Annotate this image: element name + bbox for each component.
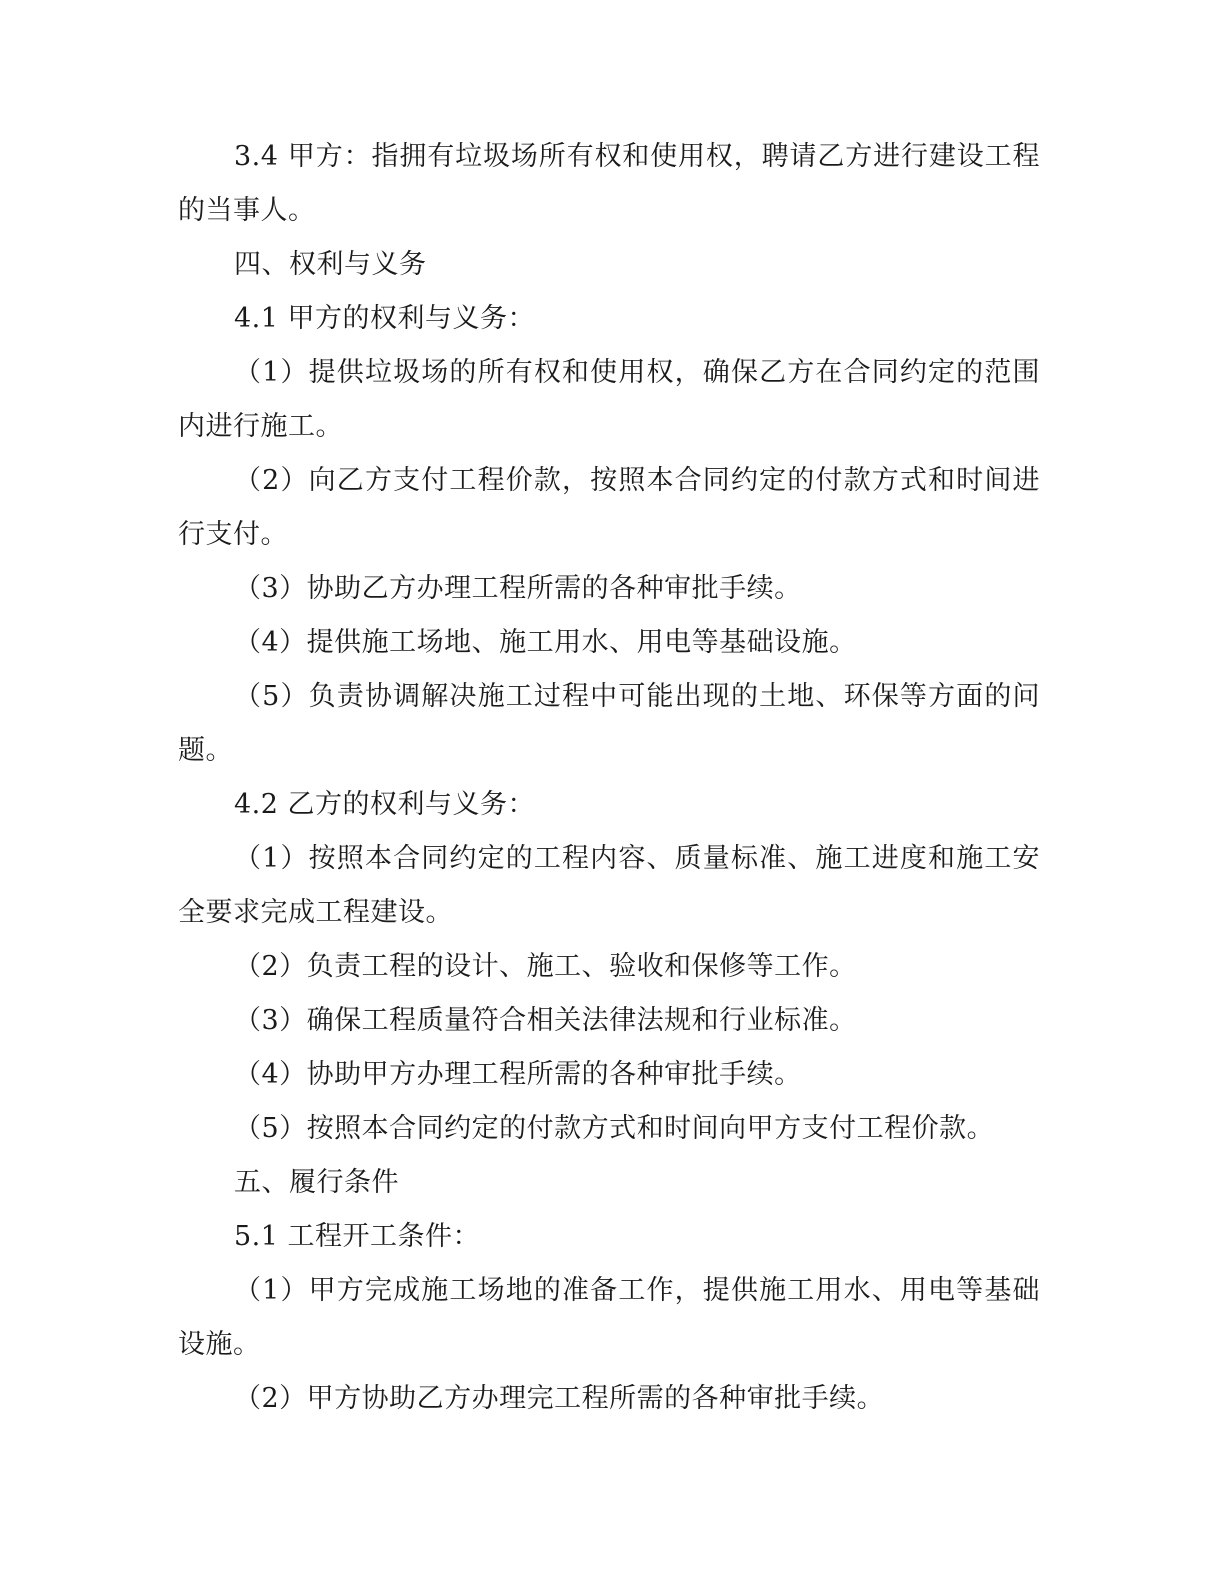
subsection-4-2-heading: 4.2 乙方的权利与义务： — [234, 789, 536, 820]
subsection-5-1-heading: 5.1 工程开工条件： — [234, 1221, 481, 1252]
clause-4-1-2: （2）向乙方支付工程价款，按照本合同约定的付款方式和时间进行支付。 — [178, 465, 1040, 550]
clause-4-2-4: （4）协助甲方办理工程所需的各种审批手续。 — [234, 1059, 802, 1090]
clause-4-1-4: （4）提供施工场地、施工用水、用电等基础设施。 — [234, 627, 857, 658]
clause-4-1-3: （3）协助乙方办理工程所需的各种审批手续。 — [234, 573, 802, 604]
subsection-4-1-heading: 4.1 甲方的权利与义务： — [234, 303, 536, 334]
section-heading-rights-obligations: 四、权利与义务 — [234, 249, 427, 280]
clause-4-1-5: （5）负责协调解决施工过程中可能出现的土地、环保等方面的问题。 — [178, 681, 1040, 766]
clause-5-1-1: （1）甲方完成施工场地的准备工作，提供施工用水、用电等基础设施。 — [178, 1275, 1040, 1360]
clause-4-1-1: （1）提供垃圾场的所有权和使用权，确保乙方在合同约定的范围内进行施工。 — [178, 357, 1040, 442]
clause-4-2-1: （1）按照本合同约定的工程内容、质量标准、施工进度和施工安全要求完成工程建设。 — [178, 843, 1040, 928]
clause-5-1-2: （2）甲方协助乙方办理完工程所需的各种审批手续。 — [234, 1383, 885, 1414]
section-heading-performance-conditions: 五、履行条件 — [234, 1167, 399, 1198]
document-body — [178, 130, 1040, 1426]
clause-4-2-5: （5）按照本合同约定的付款方式和时间向甲方支付工程价款。 — [234, 1113, 995, 1144]
paragraph-3-4: 3.4 甲方：指拥有垃圾场所有权和使用权，聘请乙方进行建设工程的当事人。 — [178, 141, 1040, 226]
clause-4-2-2: （2）负责工程的设计、施工、验收和保修等工作。 — [234, 951, 857, 982]
clause-4-2-3: （3）确保工程质量符合相关法律法规和行业标准。 — [234, 1005, 857, 1036]
